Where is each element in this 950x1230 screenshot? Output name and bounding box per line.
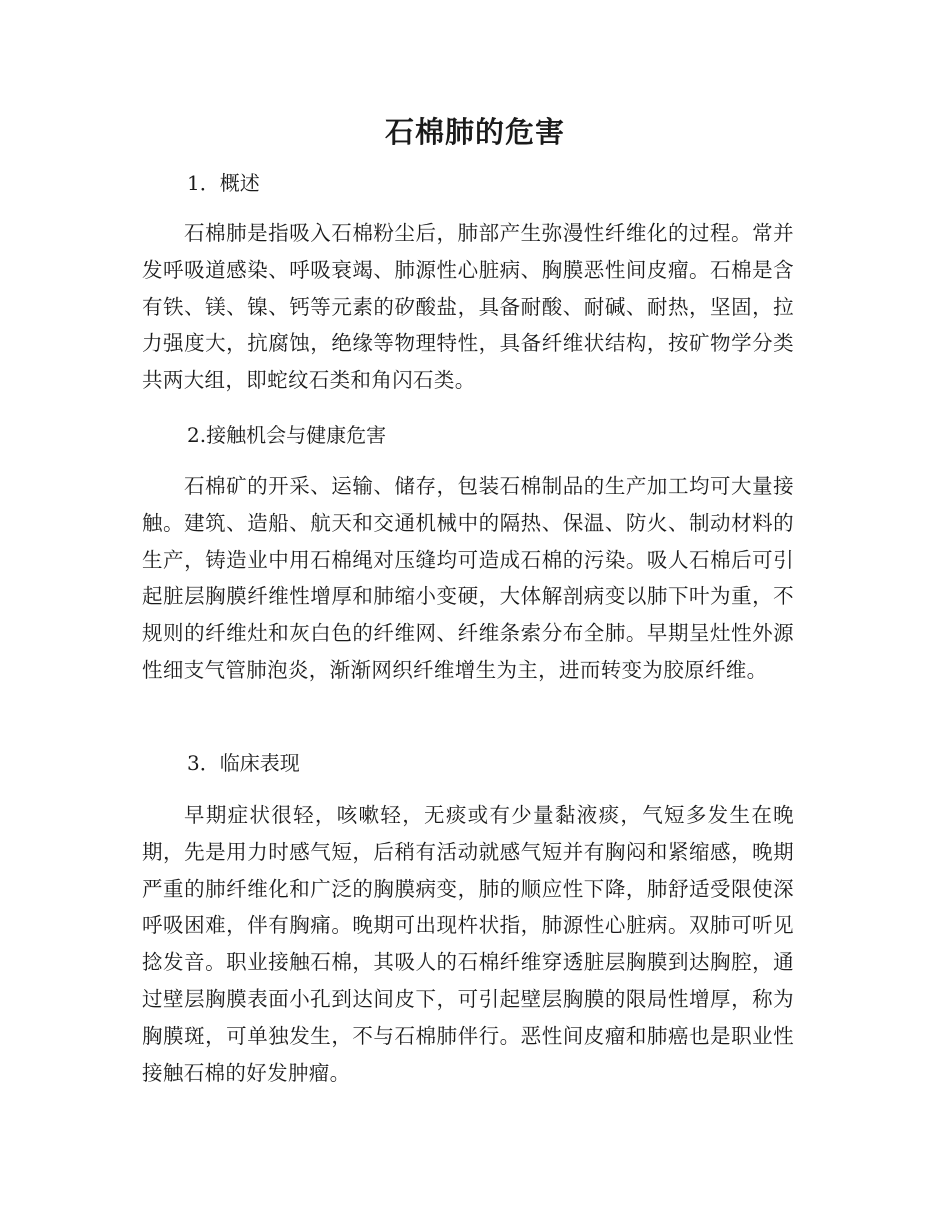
document-title: 石棉肺的危害 <box>384 115 565 149</box>
section-heading-overview: 1．概述 <box>187 171 260 195</box>
section-heading-exposure: 2.接触机会与健康危害 <box>187 423 387 447</box>
section-body-overview: 石棉肺是指吸入石棉粉尘后，肺部产生弥漫性纤维化的过程。常并发呼吸道感染、呼吸衰竭、肺源性心脏病、胸膜恶性间皮瘤。石棉是含有铁、镁、镍、钙等元素的矽酸盐，具备耐酸、耐碱、耐热，坚固，拉力强度大，抗腐蚀，绝缘等物理特性，具备纤维状结构，按矿物学分类共两大组，即蛇纹石类和角闪石类。 <box>142 221 794 393</box>
section-heading-clinical: 3．临床表现 <box>187 751 300 775</box>
section-body-clinical: 早期症状很轻，咳嗽轻，无痰或有少量黏液痰，气短多发生在晚期，先是用力时感气短，后稍有活动就感气短并有胸闷和紧缩感，晚期严重的肺纤维化和广泛的胸膜病变，肺的顺应性下降，肺舒适受限使深呼吸困难，伴有胸痛。晚期可出现杵状指，肺源性心脏病。双肺可听见捻发音。职业接触石棉，其吸人的石棉纤维穿透脏层胸膜到达胸腔，通过壁层胸膜表面小孔到达间皮下，可引起壁层胸膜的限局性增厚，称为胸膜斑，可单独发生，不与石棉肺伴行。恶性间皮瘤和肺癌也是职业性接触石棉的好发肿瘤。 <box>142 803 794 1085</box>
section-body-exposure: 石棉矿的开采、运输、储存，包装石棉制品的生产加工均可大量接触。建筑、造船、航天和交通机械中的隔热、保温、防火、制动材料的生产，铸造业中用石棉绳对压缝均可造成石棉的污染。吸人石棉后可引起脏层胸膜纤维性增厚和肺缩小变硬，大体解剖病变以肺下叶为重，不规则的纤维灶和灰白色的纤维网、纤维条索分布全肺。早期呈灶性外源性细支气管肺泡炎，渐渐网织纤维增生为主，进而转变为胶原纤维。 <box>142 474 794 682</box>
